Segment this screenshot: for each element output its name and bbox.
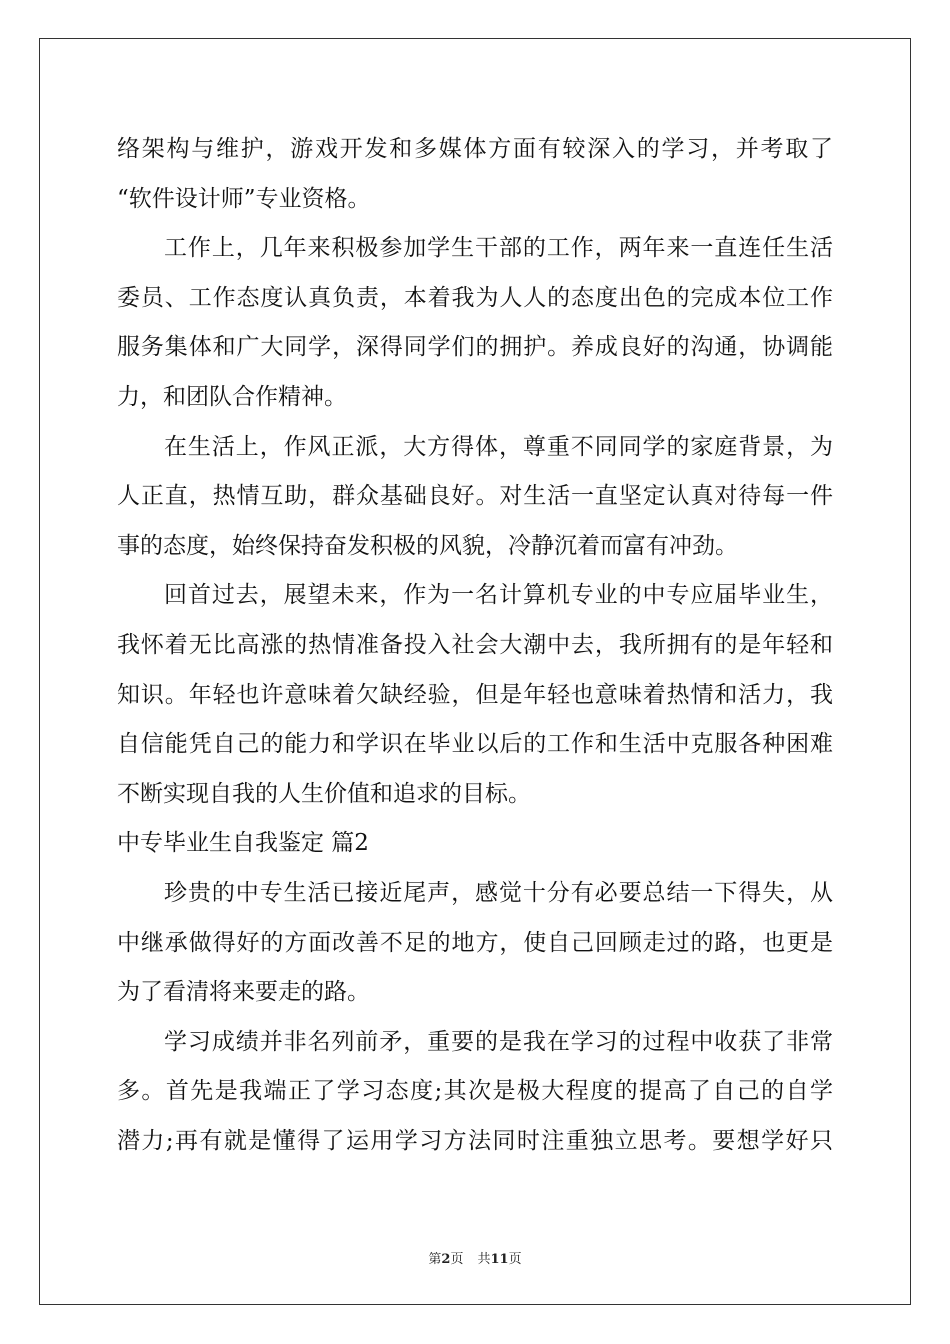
footer-total-prefix: 共 (477, 1252, 491, 1267)
footer-page-number: 2 (441, 1252, 451, 1267)
text-line: 中继承做得好的方面改善不足的地方，使自己回顾走过的路，也更是 (117, 929, 833, 956)
footer-page-suffix: 页 (450, 1252, 464, 1267)
footer-total-pages: 11 (490, 1252, 509, 1267)
text-line: 委员、工作态度认真负责，本着我为人人的态度出色的完成本位工作 (117, 284, 833, 311)
text-line: “软件设计师”专业资格。 (117, 185, 371, 212)
text-line: 潜力;再有就是懂得了运用学习方法同时注重独立思考。要想学好只 (117, 1127, 833, 1154)
text-line: 在生活上，作风正派，大方得体，尊重不同同学的家庭背景，为 (164, 433, 833, 460)
text-line: 络架构与维护，游戏开发和多媒体方面有较深入的学习，并考取了 (117, 136, 833, 162)
page-footer (0, 1248, 950, 1267)
text-line: 自信能凭自己的能力和学识在毕业以后的工作和生活中克服各种困难 (117, 731, 833, 758)
text-line: 多。首先是我端正了学习态度;其次是极大程度的提高了自己的自学 (117, 1078, 833, 1105)
text-line: 事的态度，始终保持奋发积极的风貌，冷静沉着而富有冲劲。 (117, 532, 738, 559)
text-line: 力，和团队合作精神。 (117, 383, 347, 410)
text-line: 珍贵的中专生活已接近尾声，感觉十分有必要总结一下得失，从 (164, 879, 833, 906)
text-line: 学习成绩并非名列前矛，重要的是我在学习的过程中收获了非常 (164, 1028, 833, 1055)
text-line: 工作上，几年来积极参加学生干部的工作，两年来一直连任生活 (164, 235, 833, 262)
text-line: 回首过去，展望未来，作为一名计算机专业的中专应届毕业生， (164, 582, 833, 609)
text-line: 服务集体和广大同学，深得同学们的拥护。养成良好的沟通，协调能 (117, 334, 833, 361)
footer-page-prefix: 第 (428, 1252, 442, 1267)
text-line: 人正直，热情互助，群众基础良好。对生活一直坚定认真对待每一件 (117, 483, 833, 510)
section-heading: 中专毕业生自我鉴定 篇2 (117, 830, 369, 857)
text-line: 知识。年轻也许意味着欠缺经验，但是年轻也意味着热情和活力，我 (117, 681, 833, 708)
text-line: 为了看清将来要走的路。 (117, 979, 370, 1006)
footer-total-suffix: 页 (508, 1252, 522, 1267)
text-line: 我怀着无比高涨的热情准备投入社会大潮中去，我所拥有的是年轻和 (117, 631, 833, 658)
text-line: 不断实现自我的人生价值和追求的目标。 (117, 780, 531, 807)
document-body (117, 125, 833, 1166)
